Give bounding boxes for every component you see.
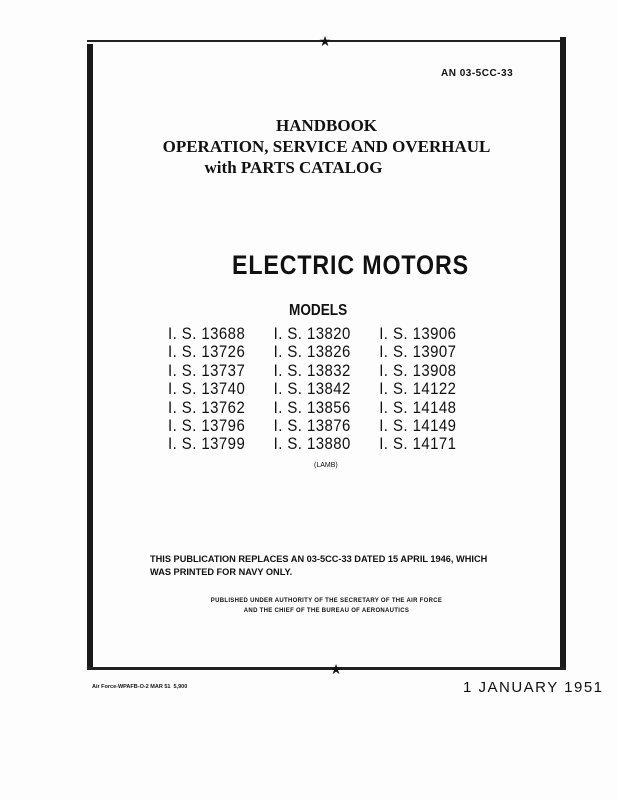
models-heading: MODELS <box>289 302 348 319</box>
model-item: I. S. 13842 <box>273 379 351 399</box>
model-item: I. S. 13799 <box>168 434 246 454</box>
replaces-notice-line: WAS PRINTED FOR NAVY ONLY. <box>150 567 293 578</box>
model-item: I. S. 13762 <box>168 397 246 417</box>
model-item: I. S. 13907 <box>379 342 457 362</box>
print-code: Air Force-WPAFB-O-2 MAR 51 5,900 <box>92 684 188 690</box>
authority-line: PUBLISHED UNDER AUTHORITY OF THE SECRETARY OF THE AIR FORCE <box>210 598 443 604</box>
authority-line: AND THE CHIEF OF THE BUREAU OF AERONAUTICS <box>243 608 410 614</box>
publication-date: 1 JANUARY 1951 <box>463 679 604 696</box>
authority-statement <box>93 596 560 616</box>
model-item: I. S. 13906 <box>379 324 457 343</box>
model-item: I. S. 13820 <box>273 324 351 343</box>
bottom-star-icon: ★ <box>329 661 343 677</box>
document-number: AN 03-5CC-33 <box>441 68 514 79</box>
model-item: I. S. 13740 <box>168 379 246 399</box>
bottom-border-line <box>87 667 566 670</box>
subject-title: ELECTRIC MOTORS <box>232 250 469 280</box>
manufacturer-label: (LAMB) <box>314 462 338 469</box>
model-item: I. S. 13876 <box>273 416 351 436</box>
models-list <box>168 325 485 454</box>
model-item: I. S. 13908 <box>379 360 457 380</box>
title-handbook: HANDBOOK <box>275 116 378 135</box>
model-item: I. S. 13726 <box>168 342 246 362</box>
model-item: I. S. 14148 <box>379 397 457 417</box>
model-item: I. S. 13826 <box>273 342 351 362</box>
model-item: I. S. 14171 <box>379 434 457 454</box>
title-parts-catalog: with PARTS CATALOG <box>204 158 383 177</box>
replaces-notice <box>150 553 487 579</box>
model-item: I. S. 13737 <box>168 360 246 380</box>
top-star-icon: ★ <box>318 33 332 49</box>
model-item: I. S. 13832 <box>273 360 351 380</box>
title-operation: OPERATION, SERVICE AND OVERHAUL <box>162 137 491 156</box>
model-item: I. S. 13796 <box>168 416 246 436</box>
right-border <box>560 37 566 669</box>
model-item: I. S. 13856 <box>273 397 351 417</box>
model-item: I. S. 14122 <box>379 379 457 399</box>
model-item: I. S. 14149 <box>379 416 457 436</box>
model-item: I. S. 13880 <box>273 434 351 454</box>
model-item: I. S. 13688 <box>168 324 246 343</box>
replaces-notice-line: THIS PUBLICATION REPLACES AN 03-5CC-33 DATED 15 APRIL 1946, WHICH <box>150 554 488 565</box>
